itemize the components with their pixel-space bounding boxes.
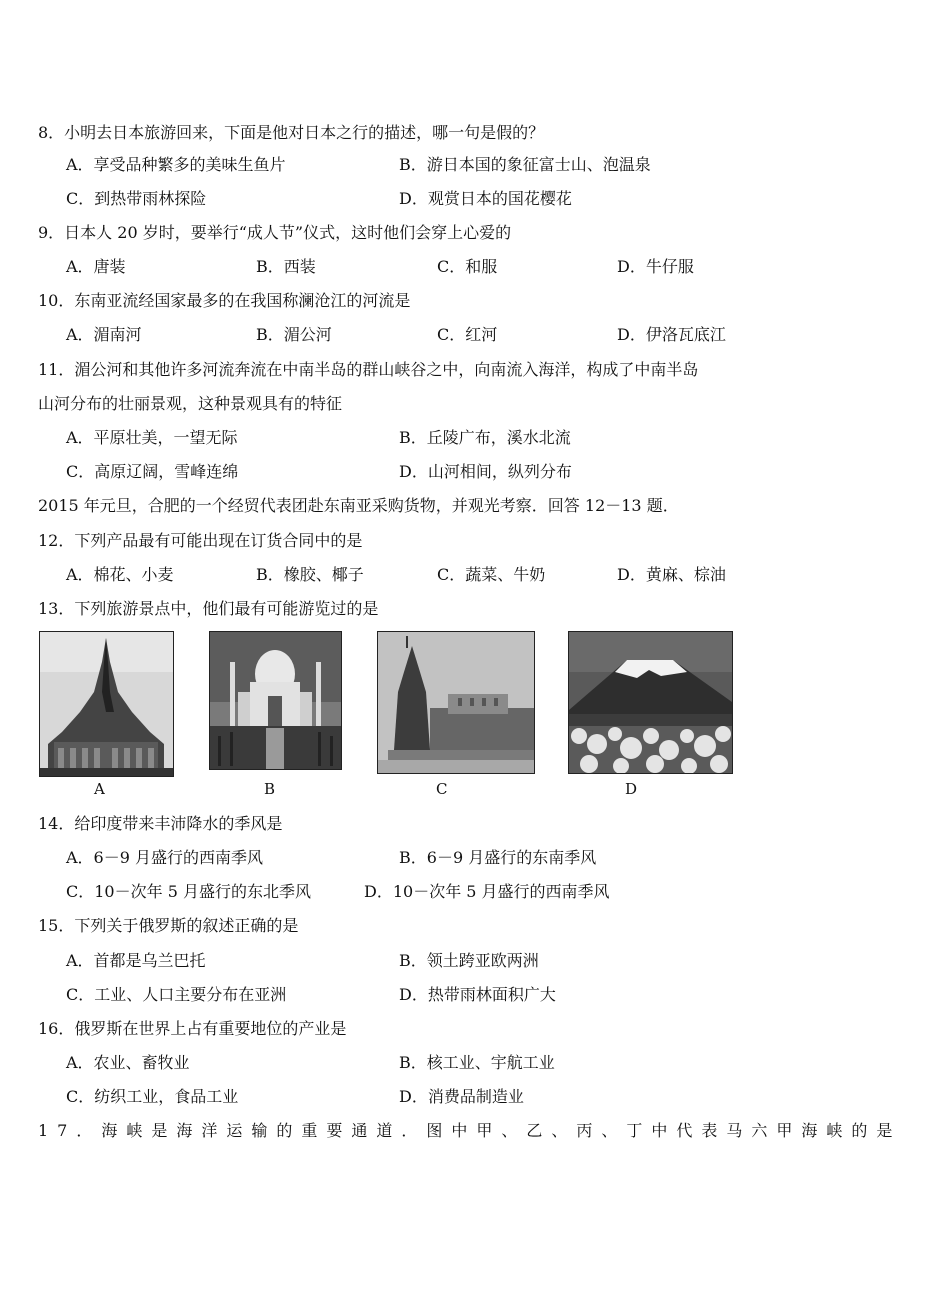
q10-stem: 10．东南亚流经国家最多的在我国称澜沧江的河流是 <box>38 291 411 310</box>
photo-caption-a: A <box>94 780 105 798</box>
photo-d-mount-fuji <box>568 631 733 774</box>
q11-option-b: B．丘陵广布，溪水北流 <box>399 428 571 447</box>
q15-stem: 15．下列关于俄罗斯的叙述正确的是 <box>38 916 299 935</box>
q12-option-d: D．黄麻、棕油 <box>617 565 726 584</box>
q16-option-b: B．核工业、宇航工业 <box>399 1053 555 1072</box>
q11-stem-line2: 山河分布的壮丽景观，这种景观具有的特征 <box>38 394 343 413</box>
intro-text: 2015 年元旦，合肥的一个经贸代表团赴东南亚采购货物，并观光考察．回答 12－13 题． <box>38 496 679 515</box>
q12-option-c: C．蔬菜、牛奶 <box>437 565 546 584</box>
q12-stem: 12．下列产品最有可能出现在订货合同中的是 <box>38 531 363 550</box>
q10-option-c: C．红河 <box>437 325 498 344</box>
q15-option-c: C．工业、人口主要分布在亚洲 <box>66 985 287 1004</box>
q9-stem: 9．日本人 20 岁时，要举行“成人节”仪式，这时他们会穿上心爱的 <box>38 223 512 242</box>
q14-stem: 14．给印度带来丰沛降水的季风是 <box>38 814 283 833</box>
q16-option-a: A．农业、畜牧业 <box>66 1053 190 1072</box>
q12-option-a: A．棉花、小麦 <box>66 565 174 584</box>
q8-option-c: C．到热带雨林探险 <box>66 189 207 208</box>
q9-option-b: B．西装 <box>256 257 316 276</box>
q10-option-d: D．伊洛瓦底江 <box>617 325 726 344</box>
q15-option-d: D．热带雨林面积广大 <box>399 985 556 1004</box>
q14-option-d: D．10－次年 5 月盛行的西南季风 <box>364 882 610 901</box>
q8-stem: 8．小明去日本旅游回来，下面是他对日本之行的描述，哪一句是假的？ <box>38 123 545 142</box>
q9-option-a: A．唐装 <box>66 257 126 276</box>
q14-option-c: C．10－次年 5 月盛行的东北季风 <box>66 882 311 901</box>
q8-option-a: A．享受品种繁多的美味生鱼片 <box>66 155 286 174</box>
q15-option-a: A．首都是乌兰巴托 <box>66 951 206 970</box>
q11-option-c: C．高原辽阔，雪峰连绵 <box>66 462 239 481</box>
photo-caption-b: B <box>264 780 276 798</box>
q11-option-a: A．平原壮美，一望无际 <box>66 428 238 447</box>
photo-a-pagoda <box>39 631 174 777</box>
q10-option-a: A．湄南河 <box>66 325 142 344</box>
q16-option-c: C．纺织工业，食品工业 <box>66 1087 239 1106</box>
q13-stem: 13．下列旅游景点中，他们最有可能游览过的是 <box>38 599 379 618</box>
photo-caption-c: C <box>436 780 448 798</box>
q17-stem: 17．海峡是海洋运输的重要通道．图中甲、乙、丙、丁中代表马六甲海峡的是 <box>38 1121 902 1140</box>
q16-option-d: D．消费品制造业 <box>399 1087 524 1106</box>
q16-stem: 16．俄罗斯在世界上占有重要地位的产业是 <box>38 1019 347 1038</box>
q9-option-c: C．和服 <box>437 257 498 276</box>
q8-option-d: D．观赏日本的国花樱花 <box>399 189 572 208</box>
q11-option-d: D．山河相间，纵列分布 <box>399 462 572 481</box>
photo-caption-d: D <box>625 780 638 798</box>
photo-c-kremlin <box>377 631 535 774</box>
q15-option-b: B．领土跨亚欧两洲 <box>399 951 539 970</box>
photo-b-taj-mahal <box>209 631 342 770</box>
q10-option-b: B．湄公河 <box>256 325 332 344</box>
q12-option-b: B．橡胶、椰子 <box>256 565 364 584</box>
q8-option-b: B．游日本国的象征富士山、泡温泉 <box>399 155 651 174</box>
q14-option-b: B．6－9 月盛行的东南季风 <box>399 848 597 867</box>
q14-option-a: A．6－9 月盛行的西南季风 <box>66 848 264 867</box>
q9-option-d: D．牛仔服 <box>617 257 694 276</box>
q11-stem-line1: 11．湄公河和其他许多河流奔流在中南半岛的群山峡谷之中，向南流入海洋，构成了中南半岛 <box>38 360 699 379</box>
